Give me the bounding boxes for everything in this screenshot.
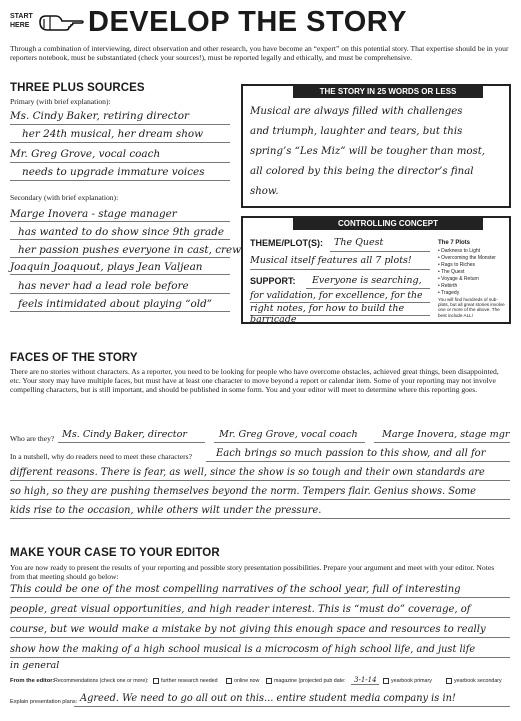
explain-value: Agreed. We need to go all out on this... entire student media company is in! — [80, 693, 456, 704]
case-line: course, but we would make a mistake by not giving this enough space and resources to really — [10, 624, 486, 635]
secondary-label: Secondary (with brief explanation): — [10, 193, 119, 202]
option-checkbox[interactable] — [383, 678, 389, 684]
case-heading: MAKE YOUR CASE TO YOUR EDITOR — [10, 547, 220, 559]
case-line: people, great visual opportunities, and high reader interest. This is “must do” coverage, of — [10, 604, 471, 615]
secondary-line: her passion pushes everyone in cast, crew — [18, 244, 242, 256]
plot-item: • Darkness to Light — [438, 248, 481, 254]
pub-date-value: 3-1-14 — [354, 676, 377, 684]
story-25-line: and triumph, laughter and tears, but this — [250, 126, 463, 137]
plots-title: The 7 Plots — [438, 240, 471, 246]
primary-line: Mr. Greg Grove, vocal coach — [10, 148, 161, 160]
intro-text: Through a combination of interviewing, direct observation and other research, you have become an “expert” on this potential story. That expertise should be in your reporters notebook, must be substantiated (check your sources!), must be reported legally and ethically, and must be comprehensive. — [10, 44, 509, 62]
who-item: Ms. Cindy Baker, director — [62, 429, 187, 440]
why-line: kids rise to the occasion, while others wilt under the pressure. — [10, 505, 322, 516]
option-checkbox[interactable] — [266, 678, 272, 684]
option-checkbox[interactable] — [446, 678, 452, 684]
primary-line: Ms. Cindy Baker, retiring director — [10, 110, 189, 122]
why-line: Each brings so much passion to this show, and all for — [216, 448, 486, 459]
faces-intro: There are no stories without characters. As a reporter, you need to be looking for people who have overcome obstacles, achieved great things, been disappointed, etc. Your story may have multiple faces, but must have at least one character to move beyond a report or calendar item. Some of your reporting may not involve compelling characters, but is still important, and should be published in some form. You and your editor will meet to determine where this reporting goes. — [10, 367, 499, 394]
secondary-line: Joaquin Joaquout, plays Jean Valjean — [10, 261, 203, 273]
who-label: Who are they? — [10, 434, 55, 443]
plot-item: • Overcoming the Monster — [438, 255, 496, 261]
plot-item: • Rebirth — [438, 283, 458, 289]
support-line: right notes, for how to build the — [250, 303, 405, 314]
why-line: so high, so they are pushing themselves beyond the norm. Tempers flair. Genius shows. Some — [10, 486, 476, 497]
faces-heading: FACES OF THE STORY — [10, 352, 138, 364]
support-label: SUPPORT: — [250, 276, 296, 286]
from-editor-label: From the editor: — [10, 678, 55, 684]
story-25-line: Musical are always filled with challenges — [250, 106, 463, 117]
why-label: In a nutshell, why do readers need to meet these characters? — [10, 452, 192, 461]
who-item: Mr. Greg Grove, vocal coach — [219, 429, 358, 440]
case-line: in general — [10, 660, 60, 671]
sources-heading: THREE PLUS SOURCES — [10, 82, 145, 94]
primary-line: needs to upgrade immature voices — [22, 166, 205, 178]
option-label: magazine (projected pub date: — [274, 678, 346, 684]
pointing-hand-icon — [36, 8, 84, 36]
secondary-line: feels intimidated about playing “old” — [18, 298, 213, 310]
who-item: Marge Inovera, stage mgr — [382, 429, 510, 440]
case-intro: You are now ready to present the results of your reporting and possible story presentation possibilities. Prepare your argument and meet with your editor. Notes from that meeting should go below: — [10, 563, 495, 581]
plot-item: • Rags to Riches — [438, 262, 476, 268]
secondary-line: has wanted to do show since 9th grade — [18, 226, 225, 238]
story-25-heading: THE STORY IN 25 WORDS OR LESS — [293, 86, 483, 98]
option-checkbox[interactable] — [226, 678, 232, 684]
plot-item: • Tragedy — [438, 290, 460, 296]
option-label: yearbook secondary — [454, 678, 502, 684]
plot-item: • The Quest — [438, 269, 465, 275]
recommendations-label: Recommendations (check one or more): — [54, 678, 149, 684]
page-title: DEVELOP THE STORY — [88, 6, 407, 38]
option-label: further research needed — [161, 678, 218, 684]
secondary-line: has never had a lead role before — [18, 280, 189, 292]
explain-label: Explain presentation plans: — [10, 699, 78, 705]
theme-line-2: Musical itself features all 7 plots! — [250, 255, 412, 266]
option-checkbox[interactable] — [153, 678, 159, 684]
plots-note: You will find hundreds of sub-plots, but all great stories involve one or more of the above. The best include ALL! — [438, 297, 505, 318]
support-line: Everyone is searching, — [312, 275, 422, 286]
plot-item: • Voyage & Return — [438, 276, 479, 282]
secondary-line: Marge Inovera - stage manager — [10, 208, 177, 220]
support-line: for validation, for excellence, for the — [250, 290, 423, 301]
theme-label: THEME/PLOT(S): — [250, 238, 323, 248]
primary-line: her 24th musical, her dream show — [22, 128, 204, 140]
theme-value: The Quest — [334, 237, 384, 248]
story-25-line: spring’s “Les Miz” will be tougher than most, — [250, 146, 486, 157]
start-here-label: START HERE — [10, 13, 33, 29]
primary-label: Primary (with brief explanation): — [10, 97, 111, 106]
why-line: different reasons. There is fear, as well, since the show is so tough and their own standards are — [10, 467, 485, 478]
case-line: This could be one of the most compelling narratives of the school year, full of interesting — [10, 584, 461, 595]
story-25-line: show. — [250, 186, 279, 197]
option-label: online now — [234, 678, 260, 684]
option-label: yearbook primary — [391, 678, 432, 684]
concept-heading: CONTROLLING CONCEPT — [293, 218, 483, 230]
case-line: show how the making of a high school musical is a microcosm of high school life, and just life — [10, 644, 476, 655]
story-25-line: all colored by this being the director’s final — [250, 166, 474, 177]
support-line: barricade — [250, 314, 297, 325]
